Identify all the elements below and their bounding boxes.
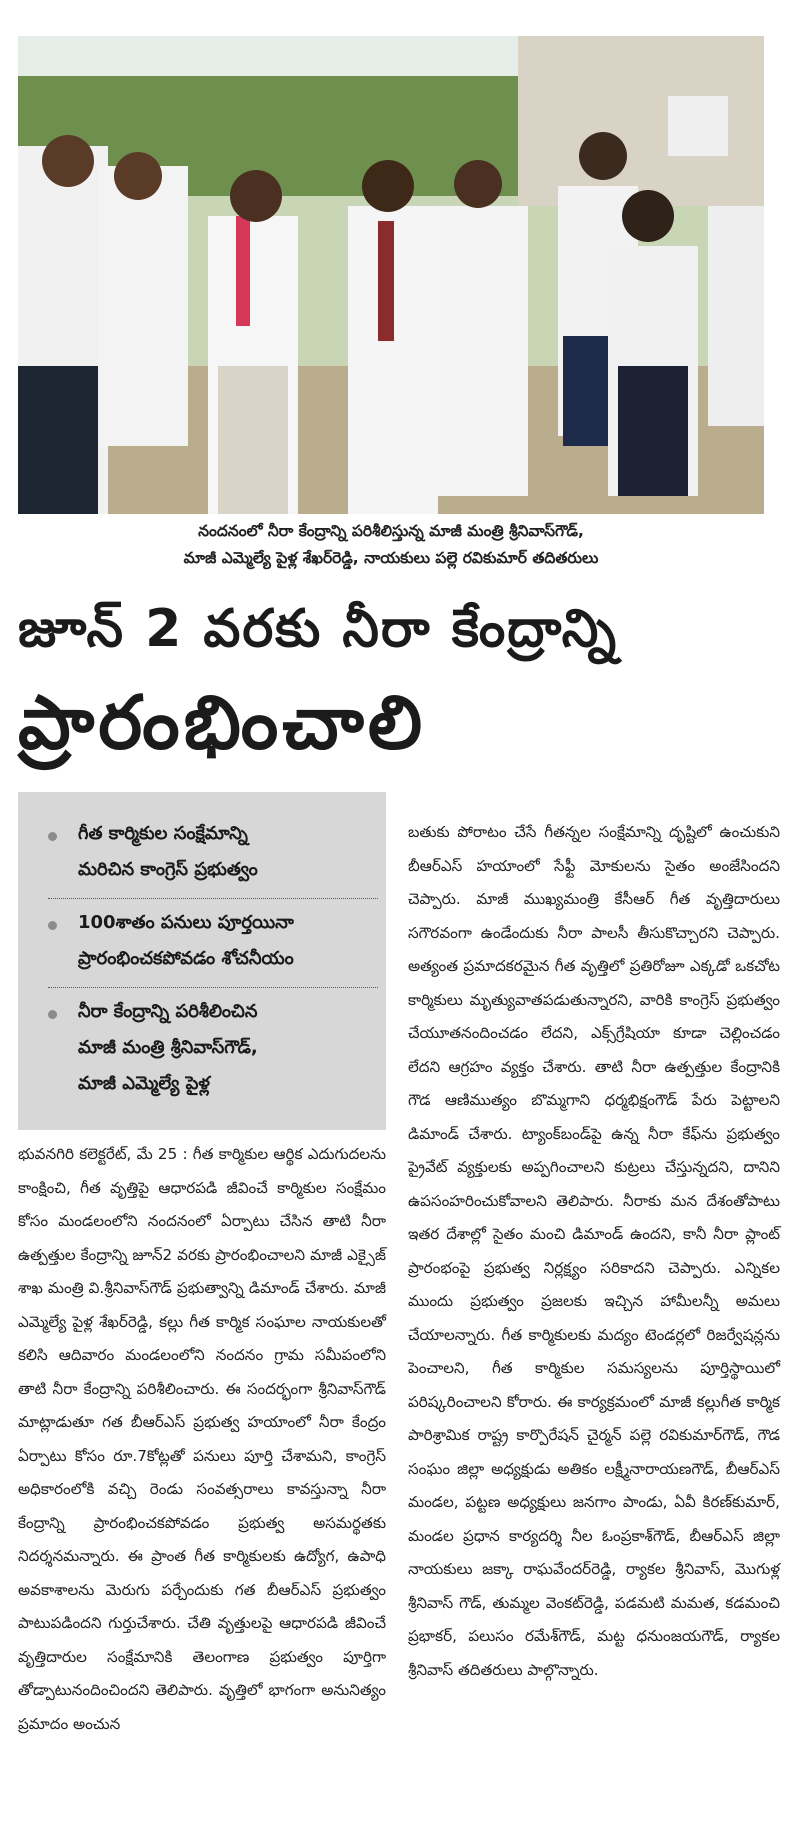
caption-line-2: మాజీ ఎమ్మెల్యే పైళ్ల శేఖర్‌రెడ్డి, నాయకులు పల్లె రవికుమార్ తదితరులు: [183, 549, 599, 567]
highlight-line: మరిచిన కాంగ్రెస్ ప్రభుత్వం: [78, 859, 258, 880]
bullet-icon: [48, 832, 57, 841]
headline: [18, 585, 782, 773]
headline-line-2: ప్రారంభించాలి: [18, 680, 427, 766]
photo-caption: [18, 518, 764, 572]
article-right-column: బతుకు పోరాటం చేసే గీతన్నల సంక్షేమాన్ని దృష్టిలో ఉంచుకుని బీఆర్ఎస్ హయాంలో సేఫ్టీ మోకులను సైతం అంజేసిందని చెప్పారు. మాజీ ముఖ్యమంత్రి కేసీఆర్ గీత వృత్తిదారులు సగౌరవంగా ఉండేందుకు నీరా పాలసీ తీసుకొచ్చారని చెప్పారు. అత్యంత ప్రమాదకరమైన గీత వృత్తిలో ప్రతిరోజూ ఎక్కడో ఒకచోట కార్మికులు మృత్యువాతపడుతున్నారని, వారికి కాంగ్రెస్ ప్రభుత్వం చేయూతనందించడం లేదని, ఎక్స్‌గ్రేషియా కూడా చెల్లించడం లేదని ఆగ్రహం వ్యక్తం చేశారు. తాటి నీరా ఉత్పత్తుల కేంద్రానికి గౌడ ఆణిముత్యం బొమ్మగాని ధర్మభిక్షంగౌడ్ పేరు పెట్టాలని డిమాండ్ చేశారు. ట్యాంక్‌బండ్‌పై ఉన్న నీరా కేఫ్‌ను ప్రభుత్వం ప్రైవేట్ వ్యక్తులకు అప్పగించాలని కుట్రలు చేస్తున్నదని, దానిని ఉపసంహరించుకోవాలని తెలిపారు. నీరాకు మన దేశంతోపాటు ఇతర దేశాల్లో సైతం మంచి డిమాండ్ ఉందని, కానీ నీరా ప్లాంట్ ప్రారంభంపై ప్రభుత్వ నిర్లక్ష్యం సరికాదని చెప్పారు. ఎన్నికల ముందు ప్రభుత్వం ప్రజలకు ఇచ్చిన హామీలన్నీ అమలు చేయాలన్నారు. గీత కార్మికులకు మద్యం టెండర్లలో రిజర్వేషన్లను పెంచాలని, గీత కార్మికుల సమస్యలను పూర్తిస్థాయిలో పరిష్కరించాలని కోరారు. ఈ కార్యక్రమంలో మాజీ కల్లుగీత కార్మిక పారిశ్రామిక రాష్ట్ర కార్పొరేషన్ చైర్మన్ పల్లె రవికుమార్‌గౌడ్, గౌడ సంఘం జిల్లా అధ్యక్షుడు అతికం లక్ష్మీనారాయణగౌడ్, బీఆర్ఎస్ మండల, పట్టణ అధ్యక్షులు జనగాం పాండు, ఏవీ కిరణ్‌కుమార్, మండల ప్రధాన కార్యదర్శి నీల ఓంప్రకాశ్‌గౌడ్, బీఆర్ఎస్ జిల్లా నాయకులు జక్కా రాఘవేందర్‌రెడ్డి, ర్యాకల శ్రీనివాస్, మొగుళ్ల శ్రీనివాస్ గౌడ్, తుమ్మల వెంకట్‌రెడ్డి, పడమటి మమత, కడమంచి ప్రభాకర్, పలుసం రమేశ్‌గౌడ్, మట్ట ధనుంజయగౌడ్, ర్యాకల శ్రీనివాస్ తదితరులు పాల్గొన్నారు.: [408, 823, 780, 1679]
highlight-line: 100శాతం పనులు పూర్తయినా: [78, 912, 294, 933]
highlight-item: [48, 899, 378, 988]
highlight-line: మాజీ మంత్రి శ్రీనివాస్‌గౌడ్,: [78, 1037, 258, 1058]
headline-line-1: జూన్ 2 వరకు నీరా కేంద్రాన్ని: [18, 599, 618, 659]
highlight-line: ప్రారంభించకపోవడం శోచనీయం: [78, 948, 294, 969]
highlight-line: మాజీ ఎమ్మెల్యే పైళ్ల: [78, 1073, 210, 1094]
news-photo: [18, 36, 764, 514]
caption-line-1: నందనంలో నీరా కేంద్రాన్ని పరిశీలిస్తున్న మాజీ మంత్రి శ్రీనివాస్‌గౌడ్,: [198, 522, 584, 540]
highlight-line: గీత కార్మికుల సంక్షేమాన్ని: [78, 823, 248, 844]
highlight-line: నీరా కేంద్రాన్ని పరిశీలించిన: [78, 1001, 258, 1022]
highlight-item: [48, 988, 378, 1112]
article-left-column: భువనగిరి కలెక్టరేట్, మే 25 : గీత కార్మికుల ఆర్థిక ఎదుగుదలను కాంక్షించి, గీత వృత్తిపై ఆధారపడి జీవించే కార్మికుల సంక్షేమం కోసం మండలంలోని నందనంలో ఏర్పాటు చేసిన తాటి నీరా ఉత్పత్తుల కేంద్రాన్ని జూన్2 వరకు ప్రారంభించాలని మాజీ ఎక్సైజ్ శాఖ మంత్రి వి.శ్రీనివాస్‌గౌడ్ ప్రభుత్వాన్ని డిమాండ్ చేశారు. మాజీ ఎమ్మెల్యే పైళ్ల శేఖర్‌రెడ్డి, కల్లు గీత కార్మిక సంఘాల నాయకులతో కలిసి ఆదివారం మండలంలోని నందనం గ్రామ సమీపంలోని తాటి నీరా కేంద్రాన్ని పరిశీలించారు. ఈ సందర్భంగా శ్రీనివాస్‌గౌడ్ మాట్లాడుతూ గత బీఆర్ఎస్ ప్రభుత్వ హయాంలో నీరా కేంద్రం ఏర్పాటు కోసం రూ.7కోట్లతో పనులు పూర్తి చేశామని, కాంగ్రెస్ అధికారంలోకి వచ్చి రెండు సంవత్సరాలు కావస్తున్నా నీరా కేంద్రాన్ని ప్రారంభించకపోవడం ప్రభుత్వ అసమర్థతకు నిదర్శనమన్నారు. ఈ ప్రాంత గీత కార్మికులకు ఉద్యోగ, ఉపాధి అవకాశాలను మెరుగు పర్చేందుకు గత బీఆర్ఎస్ ప్రభుత్వం పాటుపడిందని గుర్తుచేశారు. చేతి వృత్తులపై ఆధారపడి జీవించే వృత్తిదారుల సంక్షేమానికి తెలంగాణ ప్రభుత్వం పూర్తిగా తోడ్పాటునందించిందని తెలిపారు. వృత్తిలో భాగంగా అనునిత్యం ప్రమాదం అంచున: [18, 1145, 386, 1733]
highlight-item: [48, 810, 378, 899]
bullet-icon: [48, 1010, 57, 1019]
highlights-box: [18, 792, 386, 1130]
bullet-icon: [48, 921, 57, 930]
